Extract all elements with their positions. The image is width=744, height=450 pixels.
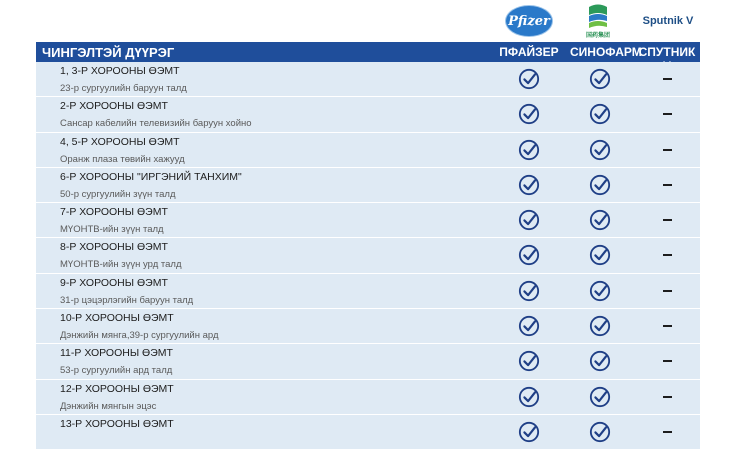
location-description: Сансар кабелийн телевизийн баруун хойно [60,118,252,130]
dash-icon [663,325,672,327]
sinopharm-cell [570,238,630,272]
table-row [36,203,700,238]
table-row [36,380,700,415]
location-description: МҮОНТВ-ийн зүүн талд [60,224,164,236]
sinopharm-logo-text: 国药集团 [585,33,610,39]
location-description: 53-р сургуулийн ард талд [60,365,173,377]
column-header-sinopharm: СИНОФАРМ [570,45,642,59]
check-icon [589,244,611,266]
pfizer-cell [499,415,559,449]
table-header [36,42,700,62]
sputnik-cell [637,309,697,343]
check-icon [589,209,611,231]
dash-icon [663,396,672,398]
check-icon [518,386,540,408]
pfizer-logo [500,4,558,38]
dash-icon [663,360,672,362]
pfizer-cell [499,62,559,96]
sputnik-cell [637,380,697,414]
sinopharm-mark-icon [586,3,610,29]
sinopharm-cell [570,274,630,308]
location-table [36,62,700,450]
check-icon [518,421,540,443]
pfizer-logo-text: Pfizer [506,6,552,36]
sinopharm-cell [570,344,630,378]
dash-icon [663,290,672,292]
sputnik-logo [640,0,696,42]
table-row [36,62,700,97]
check-icon [589,350,611,372]
pfizer-cell [499,274,559,308]
column-header-sputnik: СПУТНИК [638,45,696,59]
pfizer-cell [499,238,559,272]
pfizer-cell [499,97,559,131]
dash-icon [663,149,672,151]
dash-icon [663,254,672,256]
district-title: ЧИНГЭЛТЭЙ ДҮҮРЭГ [42,45,175,60]
location-description: 23-р сургуулийн баруун талд [60,83,187,94]
check-icon [589,68,611,90]
sinopharm-logo [578,0,618,42]
table-row [36,309,700,344]
check-icon [518,174,540,196]
sputnik-cell [637,415,697,449]
check-icon [518,68,540,90]
location-title: 11-Р ХОРООНЫ ӨЭМТ [60,347,173,360]
pfizer-cell [499,203,559,237]
table-row [36,274,700,309]
sputnik-cell [637,344,697,378]
check-icon [518,209,540,231]
sinopharm-cell [570,309,630,343]
location-title: 8-Р ХОРООНЫ ӨЭМТ [60,241,168,254]
sinopharm-cell [570,380,630,414]
location-title: 7-Р ХОРООНЫ ӨЭМТ [60,206,168,219]
table-row [36,415,700,450]
sputnik-cell [637,97,697,131]
check-icon [589,280,611,302]
pfizer-cell [499,133,559,167]
sinopharm-cell [570,203,630,237]
table-row [36,97,700,132]
sinopharm-cell [570,97,630,131]
check-icon [518,244,540,266]
check-icon [518,315,540,337]
check-icon [589,315,611,337]
table-row [36,238,700,273]
location-title: 12-Р ХОРООНЫ ӨЭМТ [60,382,174,395]
location-description: Дэнжийн мянга,39-р сургуулийн ард [60,330,219,342]
location-description: Оранж плаза төвийн хажууд [60,153,185,165]
check-icon [589,174,611,196]
table-row [36,133,700,168]
location-title: 2-Р ХОРООНЫ ӨЭМТ [60,100,168,113]
dash-icon [663,184,672,186]
vaccine-logos [0,0,744,42]
sputnik-cell [637,62,697,96]
location-title: 10-Р ХОРООНЫ ӨЭМТ [60,312,174,325]
location-title: 4, 5-Р ХОРООНЫ ӨЭМТ [60,135,180,148]
sinopharm-cell [570,415,630,449]
location-description: МҮОНТВ-ийн зүүн урд талд [60,259,182,271]
check-icon [518,280,540,302]
table-row [36,168,700,203]
pfizer-cell [499,380,559,414]
sinopharm-cell [570,168,630,202]
sputnik-cell [637,133,697,167]
location-description: 31-р цэцэрлэгийн баруун талд [60,294,194,306]
location-title: 1, 3-Р ХОРООНЫ ӨЭМТ [60,65,180,77]
sinopharm-cell [570,133,630,167]
dash-icon [663,219,672,221]
sinopharm-cell [570,62,630,96]
check-icon [518,350,540,372]
check-icon [589,386,611,408]
column-header-pfizer: ПФАЙЗЕР [499,45,559,59]
check-icon [589,103,611,125]
pfizer-cell [499,344,559,378]
location-description: Дэнжийн мянгын эцэс [60,400,157,412]
table-row [36,344,700,379]
check-icon [518,139,540,161]
sputnik-cell [637,168,697,202]
check-icon [589,139,611,161]
pfizer-cell [499,168,559,202]
dash-icon [663,431,672,433]
location-title: 6-Р ХОРООНЫ "ИРГЭНИЙ ТАНХИМ" [60,170,242,183]
check-icon [518,103,540,125]
sputnik-cell [637,203,697,237]
dash-icon [663,113,672,115]
sputnik-logo-text: Sputnik V [642,15,694,27]
location-description: 50-р сургуулийн зүүн талд [60,188,176,200]
check-icon [589,421,611,443]
dash-icon [663,78,672,80]
location-title: 13-Р ХОРООНЫ ӨЭМТ [60,417,174,430]
sputnik-cell [637,274,697,308]
pfizer-cell [499,309,559,343]
sputnik-cell [637,238,697,272]
location-title: 9-Р ХОРООНЫ ӨЭМТ [60,276,168,289]
